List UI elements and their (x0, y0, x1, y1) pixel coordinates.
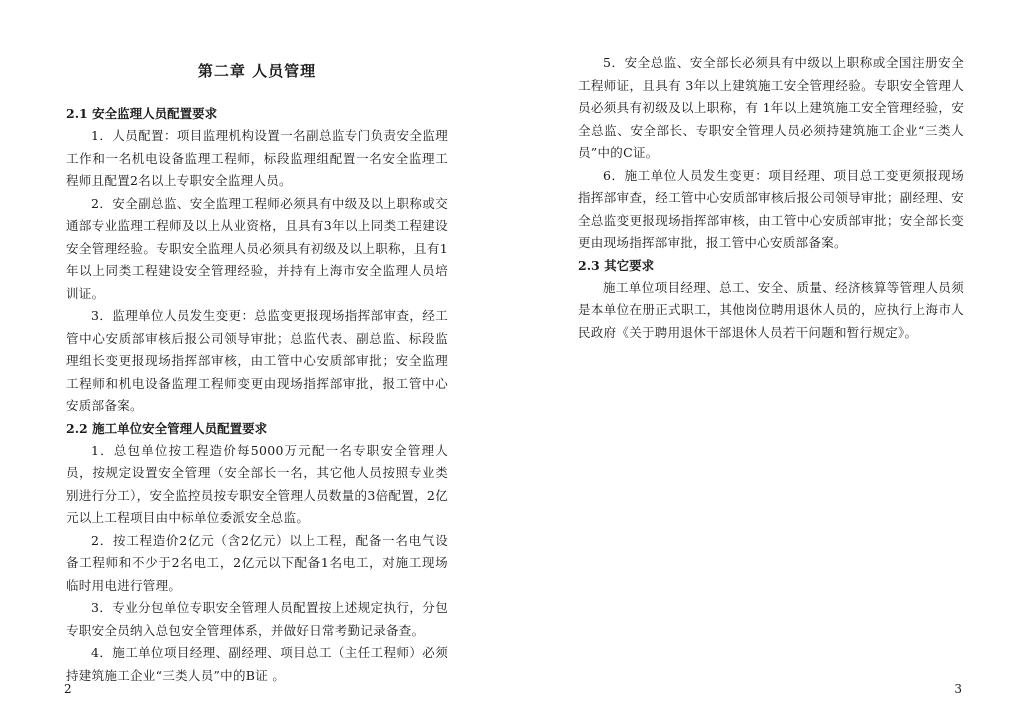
left-page-content (66, 52, 448, 687)
section-heading-2-2: 2.2 施工单位安全管理人员配置要求 (66, 420, 268, 436)
paragraph: 3．监理单位人员发生变更：总监变更报现场指挥部审查，经工管中心安质部审核后报公司领导审批；总监代表、副总监、标段监理组长变更报现场指挥部审核，由工管中心安质部审批；安全监理工程师和机电设备监理工程师变更由现场指挥部审批，报工管中心安质部备案。 (66, 308, 448, 413)
paragraph: 5．安全总监、安全部长必须具有中级以上职称或全国注册安全工程师证，且具有 3年以上建筑施工安全管理经验。专职安全管理人员必须具有初级及以上职称，有 1年以上建筑施工安全管理经验，安全总监、安全部长、专职安全管理人员必须持建筑施工企业“三类人员”中的C证。 (578, 55, 964, 160)
section-heading-2-1: 2.1 安全监理人员配置要求 (66, 106, 218, 121)
paragraph: 2．安全副总监、安全监理工程师必须具有中级及以上职称或交通部专业监理工程师及以上从业资格，且具有3年以上同类工程建设安全管理经验。专职安全监理人员必须具有初级及以上职称，且有1年以上同类工程建设安全管理经验，并持有上海市安全监理人员培训证。 (66, 195, 448, 301)
right-page-content (578, 52, 964, 344)
paragraph: 施工单位项目经理、总工、安全、质量、经济核算等管理人员须是本单位在册正式职工，其他岗位聘用退休人员的，应执行上海市人民政府《关于聘用退休干部退休人员若干问题和暂行规定》。 (578, 279, 964, 340)
chapter-title: 第二章 人员管理 (197, 62, 317, 80)
paragraph: 1．人员配置：项目监理机构设置一名副总监专门负责安全监理工作和一名机电设备监理工程师，标段监理组配置一名安全监理工程师且配置2名以上专职安全监理人员。 (66, 128, 448, 188)
paragraph: 3．专业分包单位专职安全管理人员配置按上述规定执行，分包专职安全员纳入总包安全管理体系，并做好日常考勤记录备查。 (66, 600, 448, 638)
paragraph: 6．施工单位人员发生变更：项目经理、项目总工变更须报现场指挥部审查，经工管中心安质部审核后报公司领导审批；副经理、安全总监变更报现场指挥部审核，由工管中心安质部审批；安全部长变更由现场指挥部审批，报工管中心安质部备案。 (578, 167, 964, 250)
section-heading-2-3: 2.3 其它要求 (578, 257, 655, 273)
page-number-left: 2 (64, 682, 72, 696)
page-number-right: 3 (954, 682, 962, 696)
paragraph: 1．总包单位按工程造价每5000万元配一名专职安全管理人员，按规定设置安全管理（安全部长一名，其它他人员按照专业类别进行分工），安全监控员按专职安全管理人员数量的3倍配置，2亿元以上工程项目由中标单位委派安全总监。 (66, 442, 448, 525)
paragraph: 2．按工程造价2亿元（含2亿元）以上工程，配备一名电气设备工程师和不少于2名电工，2亿元以下配备1名电工，对施工现场临时用电进行管理。 (66, 532, 448, 593)
paragraph: 4．施工单位项目经理、副经理、项目总工（主任工程师）必须持建筑施工企业“三类人员”中的B证 。 (66, 645, 448, 683)
right-page (512, 0, 1024, 724)
